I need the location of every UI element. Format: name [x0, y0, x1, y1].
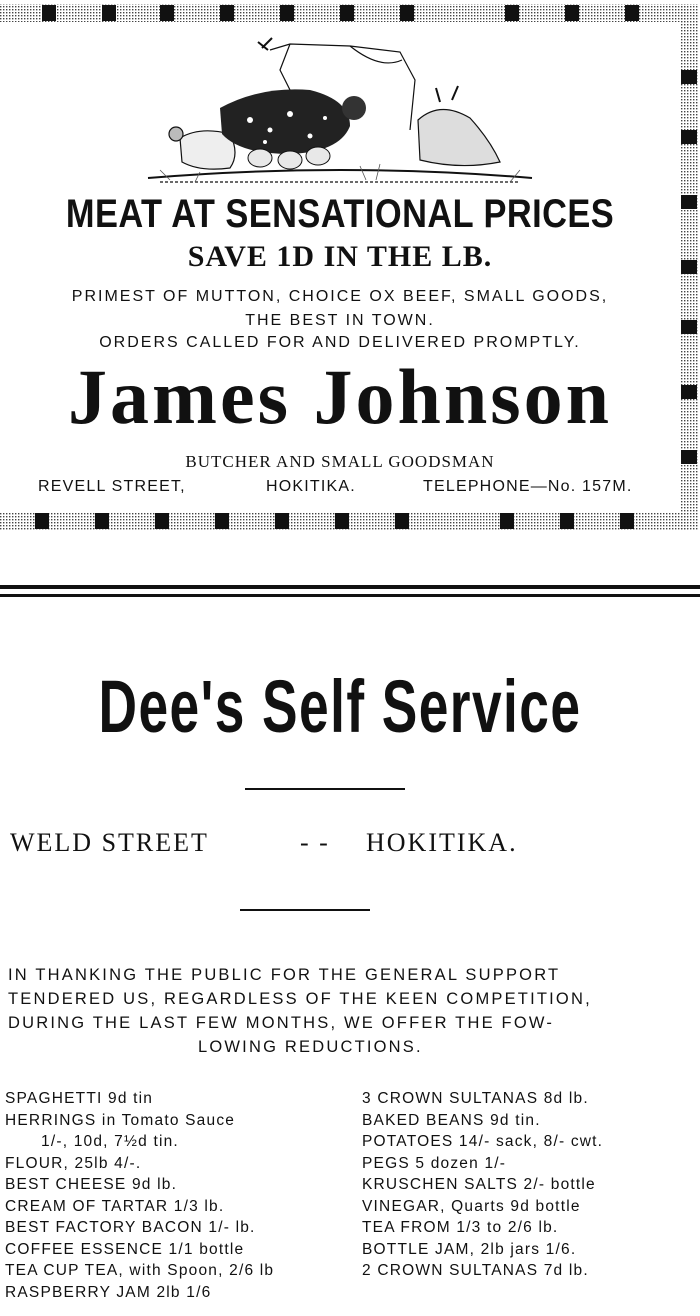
- livestock-illustration: [140, 30, 540, 190]
- list-item: BEST CHEESE 9d lb.: [5, 1176, 178, 1193]
- intro-text-line: IN THANKING THE PUBLIC FOR THE GENERAL SUPPORT: [8, 966, 561, 984]
- list-item: KRUSCHEN SALTS 2/- bottle: [362, 1176, 596, 1193]
- address-line: [38, 478, 668, 500]
- list-item: 1/-, 10d, 7½d tin.: [41, 1133, 179, 1150]
- trade-description: BUTCHER AND SMALL GOODSMAN: [185, 452, 495, 471]
- price-subheading: SAVE 1D IN THE LB.: [187, 240, 493, 273]
- divider-rule: [0, 585, 700, 589]
- street-name: REVELL STREET,: [38, 478, 186, 495]
- store-town: HOKITIKA.: [366, 828, 518, 857]
- store-address-line: [10, 828, 690, 868]
- intro-text-line: TENDERED US, REGARDLESS OF THE KEEN COMPETITION,: [8, 990, 592, 1008]
- list-item: TEA FROM 1/3 to 2/6 lb.: [362, 1219, 559, 1236]
- divider-rule: [0, 594, 700, 597]
- list-item: FLOUR, 25lb 4/-.: [5, 1154, 142, 1172]
- short-divider: [245, 788, 405, 790]
- business-owner-name: James Johnson: [68, 353, 612, 440]
- quality-claim-line: THE BEST IN TOWN.: [245, 312, 435, 329]
- list-item: BEST FACTORY BACON 1/- lb.: [5, 1219, 256, 1236]
- address-separator: - -: [300, 828, 330, 857]
- list-item: HERRINGS in Tomato Sauce: [5, 1111, 236, 1129]
- list-item: TEA CUP TEA, with Spoon, 2/6 lb: [5, 1262, 275, 1279]
- telephone-number: TELEPHONE—No. 157M.: [423, 478, 633, 495]
- list-item: PEGS 5 dozen 1/-: [362, 1154, 507, 1172]
- list-item: POTATOES 14/- sack, 8/- cwt.: [362, 1133, 604, 1150]
- price-list-left: [5, 1088, 345, 1303]
- intro-text-line: DURING THE LAST FEW MONTHS, WE OFFER THE FOW-: [8, 1014, 555, 1032]
- store-name: Dee's Self Service: [98, 665, 582, 748]
- headline: MEAT AT SENSATIONAL PRICES: [65, 192, 615, 236]
- list-item: 3 CROWN SULTANAS 8d lb.: [362, 1090, 589, 1107]
- list-item: BAKED BEANS 9d tin.: [362, 1111, 541, 1129]
- price-list-right: [362, 1088, 697, 1282]
- delivery-line: ORDERS CALLED FOR AND DELIVERED PROMPTLY.: [99, 334, 581, 351]
- meat-offerings-line: PRIMEST OF MUTTON, CHOICE OX BEEF, SMALL GOODS,: [71, 288, 609, 305]
- short-divider: [240, 909, 370, 911]
- list-item: VINEGAR, Quarts 9d bottle: [362, 1197, 581, 1215]
- store-street: WELD STREET: [10, 828, 209, 857]
- list-item: SPAGHETTI 9d tin: [5, 1090, 154, 1107]
- list-item: BOTTLE JAM, 2lb jars 1/6.: [362, 1240, 577, 1258]
- intro-text-line: LOWING REDUCTIONS.: [198, 1038, 423, 1056]
- list-item: CREAM OF TARTAR 1/3 lb.: [5, 1197, 225, 1215]
- town-name: HOKITIKA.: [266, 478, 356, 495]
- list-item: RASPBERRY JAM 2lb 1/6: [5, 1283, 212, 1301]
- list-item: 2 CROWN SULTANAS 7d lb.: [362, 1262, 589, 1279]
- butcher-advertisement: [0, 0, 700, 540]
- list-item: COFFEE ESSENCE 1/1 bottle: [5, 1240, 245, 1258]
